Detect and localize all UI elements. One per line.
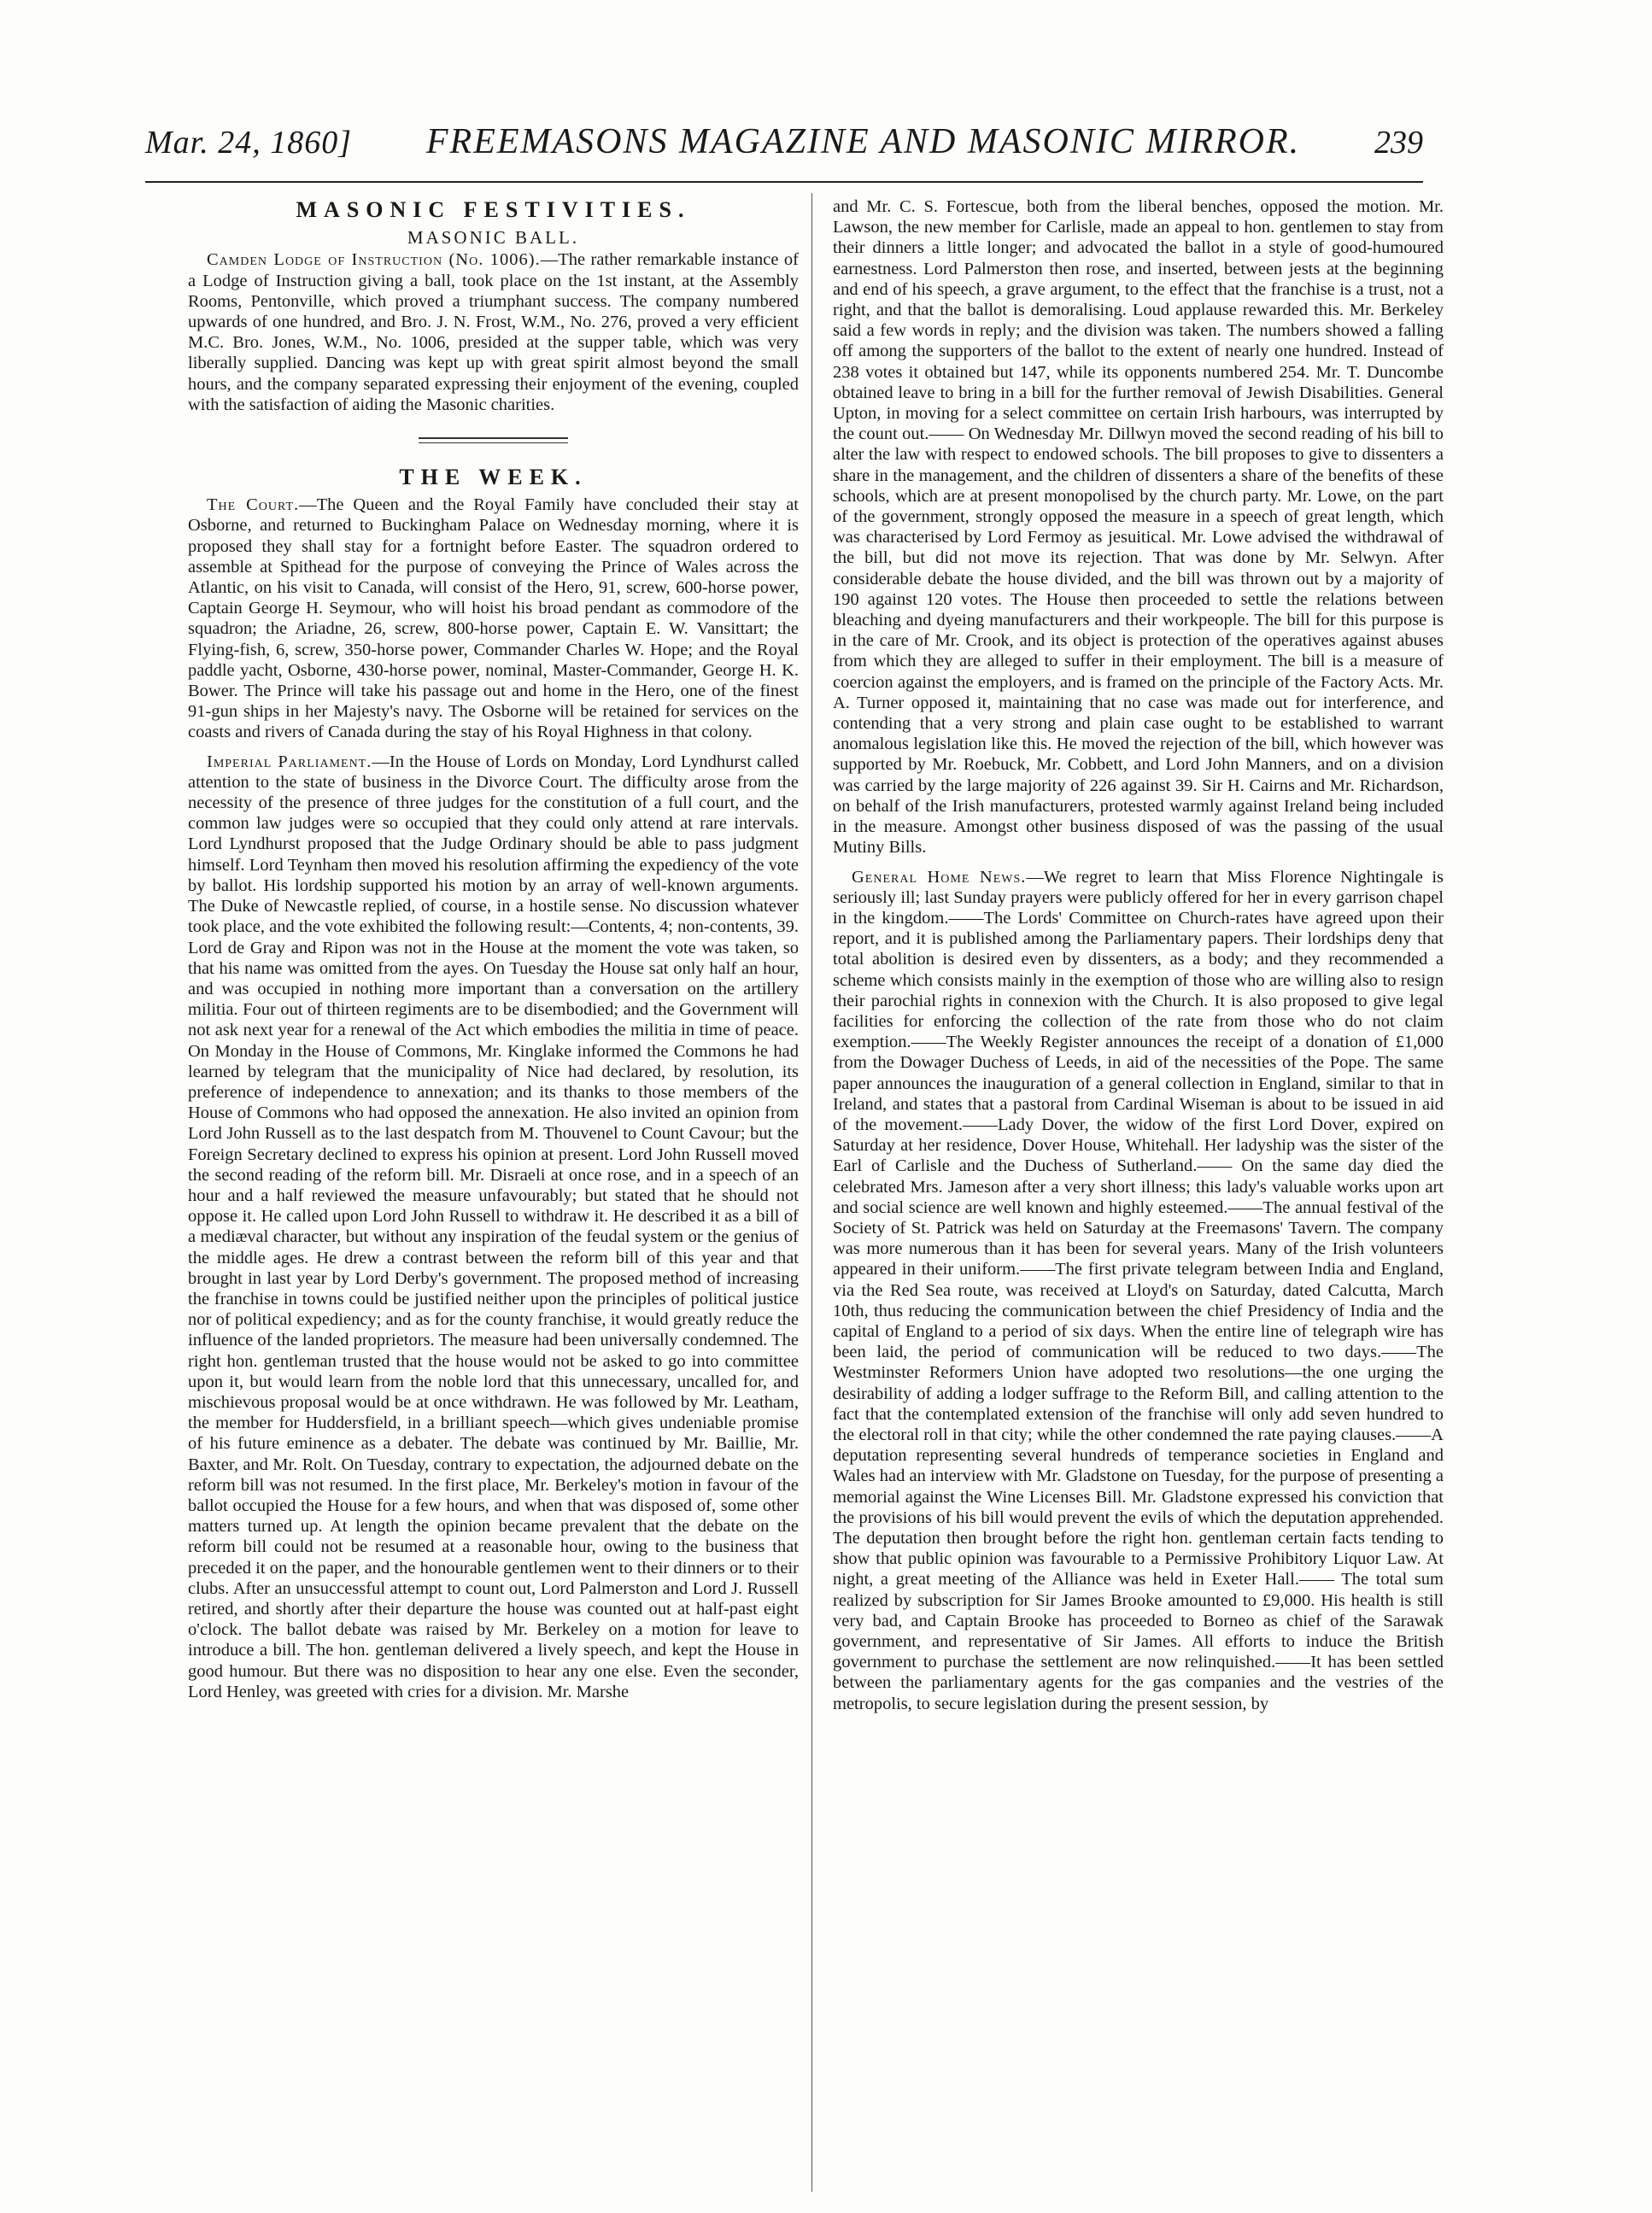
week-heading: THE WEEK.	[399, 465, 588, 490]
page-header	[145, 121, 1423, 183]
issue-date: Mar. 24, 1860]	[145, 125, 353, 161]
magazine-title: FREEMASONS MAGAZINE AND MASONIC MIRROR.	[425, 122, 1301, 161]
right-column	[833, 196, 1444, 1714]
left-column	[188, 196, 799, 1702]
masonic-ball-text: —The rather remarkable instance of a Lodge of Instruction giving a ball, took place on the 1st instant, at the Assembly Rooms, Pentonville, which proved a triumphant success. The company numbered upwards of one hundred, and Bro. J. N. Frost, W.M., No. 276, proved a very efficient M.C. Bro. Jones, W.M., No. 1006, presided at the supper table, which was very liberally supplied. Dancing was kept up with great spirit almost beyond the small hours, and the company separated expressing their enjoyment of the evening, coupled with the satisfaction of aiding the Masonic charities.	[188, 250, 799, 414]
parliament-text: —In the House of Lords on Monday, Lord Lyndhurst called attention to the state of business in the Divorce Court. The difficulty arose from the necessity of the presence of three judges for the constitution of a full court, and the common law judges were so occupied that they could only attend at rare intervals. Lord Lyndhurst proposed that the Judge Ordinary should be able to pass judgment himself. Lord Teynham then moved his resolution affirming the expediency of the vote by ballot. His lordship supported his motion by an array of well-known arguments. The Duke of Newcastle replied, of course, in a hostile sense. No discussion whatever took place, and the vote exhibited the following result:—Contents, 4; non-contents, 39. Lord de Gray and Ripon was not in the House at the moment the vote was taken, so that his name was omitted from the ayes. On Tuesday the House sat only half an hour, and was occupied in nothing more important than a conversation on the artillery militia. Four out of thirteen regiments are to be disembodied; and the Government will not ask next year for a renewal of the Act which embodies the militia in time of peace. On Monday in the House of Commons, Mr. Kinglake informed the Commons he had learned by telegram that the municipality of Nice had declared, by resolution, its preference of independence to annexation; and its thanks to those members of the House of Commons who had opposed the annexation. He also invited an opinion from Lord John Russell as to the last despatch from M. Thouvenel to Count Cavour; but the Foreign Secretary declined to express his opinion at present. Lord John Russell moved the second reading of the reform bill. Mr. Disraeli at once rose, and in a speech of an hour and a half reviewed the measure unfavourably; but stated that he should not oppose it. He called upon Lord John Russell to withdraw it. He described it as a bill of a mediæval character, but without any inspiration of the feudal system or the genius of the middle ages. He drew a contrast between the reform bill of this year and that brought in last year by Lord Derby's government. The proposed method of increasing the franchise in towns could be justified neither upon the principles of political justice nor of political expediency; and as for the county franchise, it would greatly reduce the influence of the landed proprietors. The measure had been universally condemned. The right hon. gentleman trusted that the house would not be asked to go into committee upon it, but would learn from the noble lord that this unnecessary, uncalled for, and mischievous proposal would be at once withdrawn. He was followed by Mr. Leatham, the member for Huddersfield, in a brilliant speech—which gives undeniable promise of his future eminence as a debater. The debate was continued by Mr. Baillie, Mr. Baxter, and Mr. Rolt. On Tuesday, contrary to expectation, the adjourned debate on the reform bill was not resumed. In the first place, Mr. Berkeley's motion in favour of the ballot occupied the House for a few hours, and when that was disposed of, some other matters turned up. At length the opinion became prevalent that the debate on the reform bill could not be resumed at a reasonable hour, owing to the business that preceded it on the paper, and the honourable gentlemen went to their dinners or to their clubs. After an unsuccessful attempt to count out, Lord Palmerston and Lord J. Russell retired, and shortly after their departure the house was counted out at half-past eight o'clock. The ballot debate was raised by Mr. Berkeley on a motion for leave to introduce a bill. The hon. gentleman delivered a lively speech, and kept the House in good humour. But there was no disposition to hear any one else. Even the seconder, Lord Henley, was greeted with cries for a division. Mr. Marshe	[188, 752, 799, 1701]
court-paragraph	[188, 495, 799, 742]
court-text: —The Queen and the Royal Family have concluded their stay at Osborne, and returned to Buckingham Palace on Wednesday morning, where it is proposed they shall stay for a fortnight before Easter. The squadron ordered to assemble at Spithead for the purpose of conveying the Prince of Wales across the Atlantic, on his visit to Canada, will consist of the Hero, 91, screw, 600-horse power, Captain George H. Seymour, who will hoist his broad pendant as commodore of the squadron; the Ariadne, 26, screw, 800-horse power, Captain E. W. Vansittart; the Flying-fish, 6, screw, 350-horse power, Commander Charles W. Hope; and the Royal paddle yacht, Osborne, 430-horse power, nominal, Master-Commander, George H. K. Bower. The Prince will take his passage out and home in the Hero, one of the finest 91-gun ships in her Majesty's navy. The Osborne will be retained for services on the coasts and rivers of Canada during the stay of his Royal Highness in that colony.	[188, 495, 799, 742]
parliament-paragraph	[188, 752, 799, 1702]
home-news-text: —We regret to learn that Miss Florence Nightingale is seriously ill; last Sunday prayers were publicly offered for her in every garrison chapel in the kingdom.——The Lords' Committee on Church-rates have agreed upon their report, and it is published among the Parliamentary papers. Their lordships deny that total abolition is desired even by dissenters, as a body; and they recommended a scheme which consists mainly in the exemption of those who are willing also to resign their parochial rights in connexion with the Church. It is also proposed to give legal facilities for enforcing the collection of the rate from those who do not claim exemption.——The Weekly Register announces the receipt of a donation of £1,000 from the Dowager Duchess of Leeds, in aid of the necessities of the Pope. The same paper announces the inauguration of a general collection in England, similar to that in Ireland, and states that a pastoral from Cardinal Wiseman is about to be issued in aid of the movement.——Lady Dover, the widow of the first Lord Dover, expired on Saturday at her residence, Dover House, Whitehall. Her ladyship was the sister of the Earl of Carlisle and the Duchess of Sutherland.—— On the same day died the celebrated Mrs. Jameson after a very short illness; this lady's valuable works upon art and social science are well known and highly esteemed.——The annual festival of the Society of St. Patrick was held on Saturday at the Freemasons' Tavern. The company was more numerous than it has been for several years. Many of the Irish volunteers appeared in their uniform.——The first private telegram between India and England, via the Red Sea route, was received at Lloyd's on Saturday, dated Calcutta, March 10th, thus reducing the communication between the chief Presidency of India and the capital of England to a period of six days. When the entire line of telegraph wire has been laid, the period of communication will be reduced to two days.——The Westminster Reformers Union have adopted two resolutions—the one urging the desirability of adding a lodger suffrage to the Reform Bill, and calling attention to the fact that the contemplated extension of the franchise will only add seven hundred to the electoral roll in that city; while the other condemned the rate paying clauses.——A deputation representing several hundreds of temperance societies in England and Wales had an interview with Mr. Gladstone on Tuesday, for the purpose of presenting a memorial against the Wine Licenses Bill. Mr. Gladstone expressed his conviction that the provisions of his bill would prevent the evils of which the deputation apprehended. The deputation then brought before the right hon. gentleman certain facts tending to show that public opinion was favourable to a Permissive Prohibitory Liquor Law. At night, a great meeting of the Alliance was held in Exeter Hall.—— The total sum realized by subscription for Sir James Brooke amounted to £9,000. His health is still very bad, and Captain Brooke has proceeded to Borneo as chief of the Sarawak government, and representative of Sir James. All efforts to induce the British government to purchase the settlement are now relinquished.——It has been settled between the parliamentary agents for the gas companies and the vestries of the metropolis, to secure legislation during the present session, by	[833, 867, 1444, 1713]
separator-rule-bottom	[419, 442, 568, 443]
festivities-heading: MASONIC FESTIVITIES.	[296, 197, 691, 222]
home-news-lead: General Home News.	[852, 867, 1027, 887]
court-lead: The Court.	[207, 495, 300, 515]
page-number: 239	[1374, 125, 1423, 161]
masonic-ball-lead: Camden Lodge of Instruction (No. 1006).	[207, 250, 541, 270]
masonic-ball-subheading: MASONIC BALL.	[407, 227, 580, 249]
parliament-continued-paragraph: and Mr. C. S. Fortescue, both from the liberal benches, opposed the motion. Mr. Lawson, the new member for Carlisle, made an appeal to hon. gentlemen to stay from their dinners a little longer; and advocated the ballot in a style of good-humoured earnestness. Lord Palmerston then rose, and inserted, between jests at the beginning and end of his speech, a grave argument, to the effect that the franchise is a trust, not a right, and that the ballot is demoralising. Loud applause rewarded this. Mr. Berkeley said a few words in reply; and the division was taken. The numbers showed a falling off among the supporters of the ballot to the extent of nearly one hundred. Instead of 238 votes it obtained but 147, while its opponents numbered 254. Mr. T. Duncombe obtained leave to bring in a bill for the further removal of Jewish Disabilities. General Upton, in moving for a select committee on certain Irish harbours, was interrupted by the count out.—— On Wednesday Mr. Dillwyn moved the second reading of his bill to alter the law with respect to endowed schools. The bill proposes to give to dissenters a share in the management, and the children of dissenters a share of the benefits of these schools, which are at present monopolised by the church party. Mr. Lowe, on the part of the government, strongly opposed the measure in a speech of great length, which was characterised by Lord Fermoy as jesuitical. Mr. Lowe advised the withdrawal of the bill, but did not move its rejection. That was done by Mr. Selwyn. After considerable debate the house divided, and the bill was thrown out by a majority of 190 against 120 votes. The House then proceeded to settle the relations between bleaching and dyeing manufacturers and their workpeople. The bill for this purpose is in the care of Mr. Crook, and its object is protection of the operatives against abuses from which they are alleged to suffer in their employment. The bill is a measure of coercion against the employers, and is framed on the principle of the Factory Acts. Mr. A. Turner opposed it, maintaining that no case was made out for interference, and contending that a very strong and plain case ought to be established to warrant anomalous legislation like this. He moved the rejection of the bill, which however was supported by Mr. Roebuck, Mr. Cobbett, and Lord John Manners, and on a division was carried by the large majority of 226 against 39. Sir H. Cairns and Mr. Richardson, on behalf of the Irish manufacturers, protested warmly against Ireland being included in the measure. Amongst other business disposed of was the passing of the usual Mutiny Bills.	[833, 197, 1444, 858]
home-news-paragraph	[833, 867, 1444, 1714]
separator-rule-top	[419, 437, 568, 439]
column-divider	[811, 193, 812, 2192]
section-separator	[419, 437, 568, 443]
parliament-lead: Imperial Parliament.	[207, 752, 372, 771]
masonic-ball-paragraph	[188, 249, 799, 415]
